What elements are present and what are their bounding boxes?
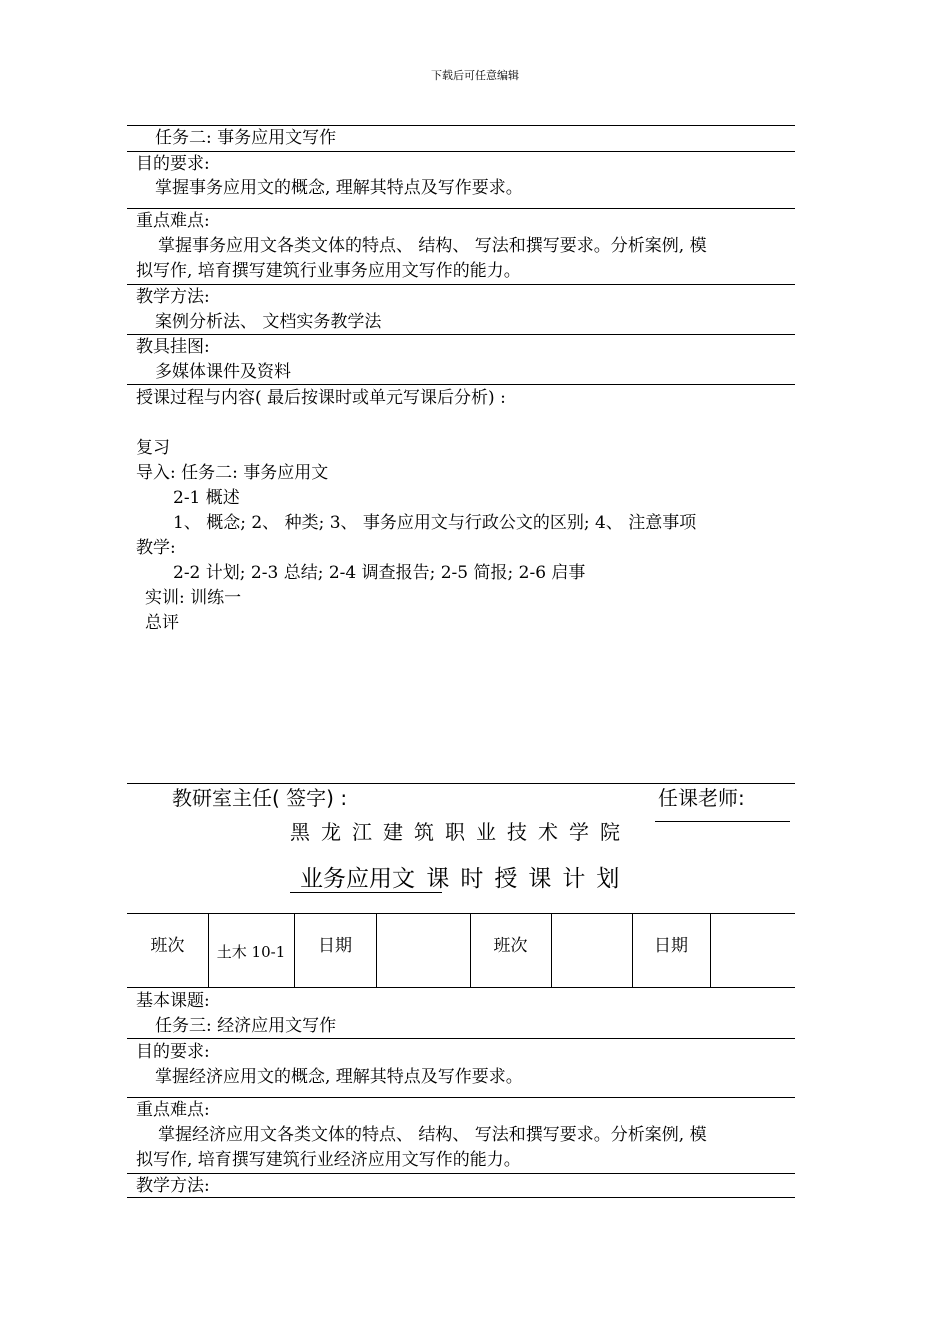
review-text: 复习 xyxy=(136,438,170,458)
method-label: 教学方法: xyxy=(136,287,210,307)
overview-items: 1、 概念; 2、 种类; 3、 事务应用文与行政公文的区别; 4、 注意事项 xyxy=(173,513,697,533)
class-label-2: 班次 xyxy=(493,936,528,956)
table-col-divider xyxy=(551,913,552,987)
process-label: 授课过程与内容( 最后按课时或单元写课后分析) : xyxy=(136,388,506,408)
teacher-signature-label: 任课老师: xyxy=(658,786,745,810)
teaching-label: 教学: xyxy=(136,538,176,558)
objective-label: 目的要求: xyxy=(136,154,210,174)
plan-title-course: 业务应用文 xyxy=(300,866,415,892)
objective-text: 掌握事务应用文的概念, 理解其特点及写作要求。 xyxy=(155,178,523,198)
objective-label-2: 目的要求: xyxy=(136,1042,210,1062)
school-name: 黑龙江建筑职业技术学院 xyxy=(290,820,631,844)
method-text: 案例分析法、 文档实务教学法 xyxy=(155,312,382,332)
director-signature-label: 教研室主任( 签字) : xyxy=(172,786,348,810)
rule xyxy=(127,208,795,209)
topic-label: 基本课题: xyxy=(136,991,210,1011)
table-col-divider xyxy=(376,913,377,987)
intro-text: 导入: 任务二: 事务应用文 xyxy=(136,463,329,483)
keypoints-line-1-2: 掌握经济应用文各类文体的特点、 结构、 写法和撰写要求。分析案例, 模 xyxy=(158,1125,707,1145)
aids-label: 教具挂图: xyxy=(136,337,210,357)
plan-title xyxy=(300,864,630,894)
rule xyxy=(127,1038,795,1039)
rule xyxy=(127,334,795,335)
method-label-2: 教学方法: xyxy=(136,1176,210,1196)
class-value-1: 土木 10-1 xyxy=(216,943,286,961)
table-top-border xyxy=(127,913,795,914)
keypoints-line-1: 掌握事务应用文各类文体的特点、 结构、 写法和撰写要求。分析案例, 模 xyxy=(158,236,707,256)
keypoints-label-2: 重点难点: xyxy=(136,1100,210,1120)
rule xyxy=(127,284,795,285)
class-label-1: 班次 xyxy=(150,936,185,956)
teaching-items: 2-2 计划; 2-3 总结; 2-4 调查报告; 2-5 简报; 2-6 启事 xyxy=(173,563,586,583)
date-label-2: 日期 xyxy=(654,936,688,956)
rule xyxy=(127,1197,795,1198)
rule xyxy=(127,1097,795,1098)
plan-title-rest: 课时授课计划 xyxy=(426,866,631,892)
aids-text: 多媒体课件及资料 xyxy=(155,362,291,382)
keypoints-label: 重点难点: xyxy=(136,211,210,231)
keypoints-line-2-2: 拟写作, 培育撰写建筑行业经济应用文写作的能力。 xyxy=(136,1150,521,1170)
plan-title-underline xyxy=(290,892,442,893)
task-title: 任务二: 事务应用文写作 xyxy=(155,128,337,148)
rule xyxy=(127,384,795,385)
teacher-signature-line xyxy=(655,821,790,822)
keypoints-line-2: 拟写作, 培育撰写建筑行业事务应用文写作的能力。 xyxy=(136,261,521,281)
practice-text: 实训: 训练一 xyxy=(145,588,242,608)
objective-text-2: 掌握经济应用文的概念, 理解其特点及写作要求。 xyxy=(155,1067,523,1087)
table-bottom-border xyxy=(127,987,795,988)
date-label-1: 日期 xyxy=(318,936,352,956)
overview-heading: 2-1 概述 xyxy=(173,488,240,508)
table-col-divider xyxy=(710,913,711,987)
rule xyxy=(127,1173,795,1174)
header-note: 下载后可任意编辑 xyxy=(431,69,519,82)
rule xyxy=(127,783,795,784)
summary-text: 总评 xyxy=(145,613,179,633)
rule xyxy=(127,151,795,152)
task-title-2: 任务三: 经济应用文写作 xyxy=(155,1016,337,1036)
